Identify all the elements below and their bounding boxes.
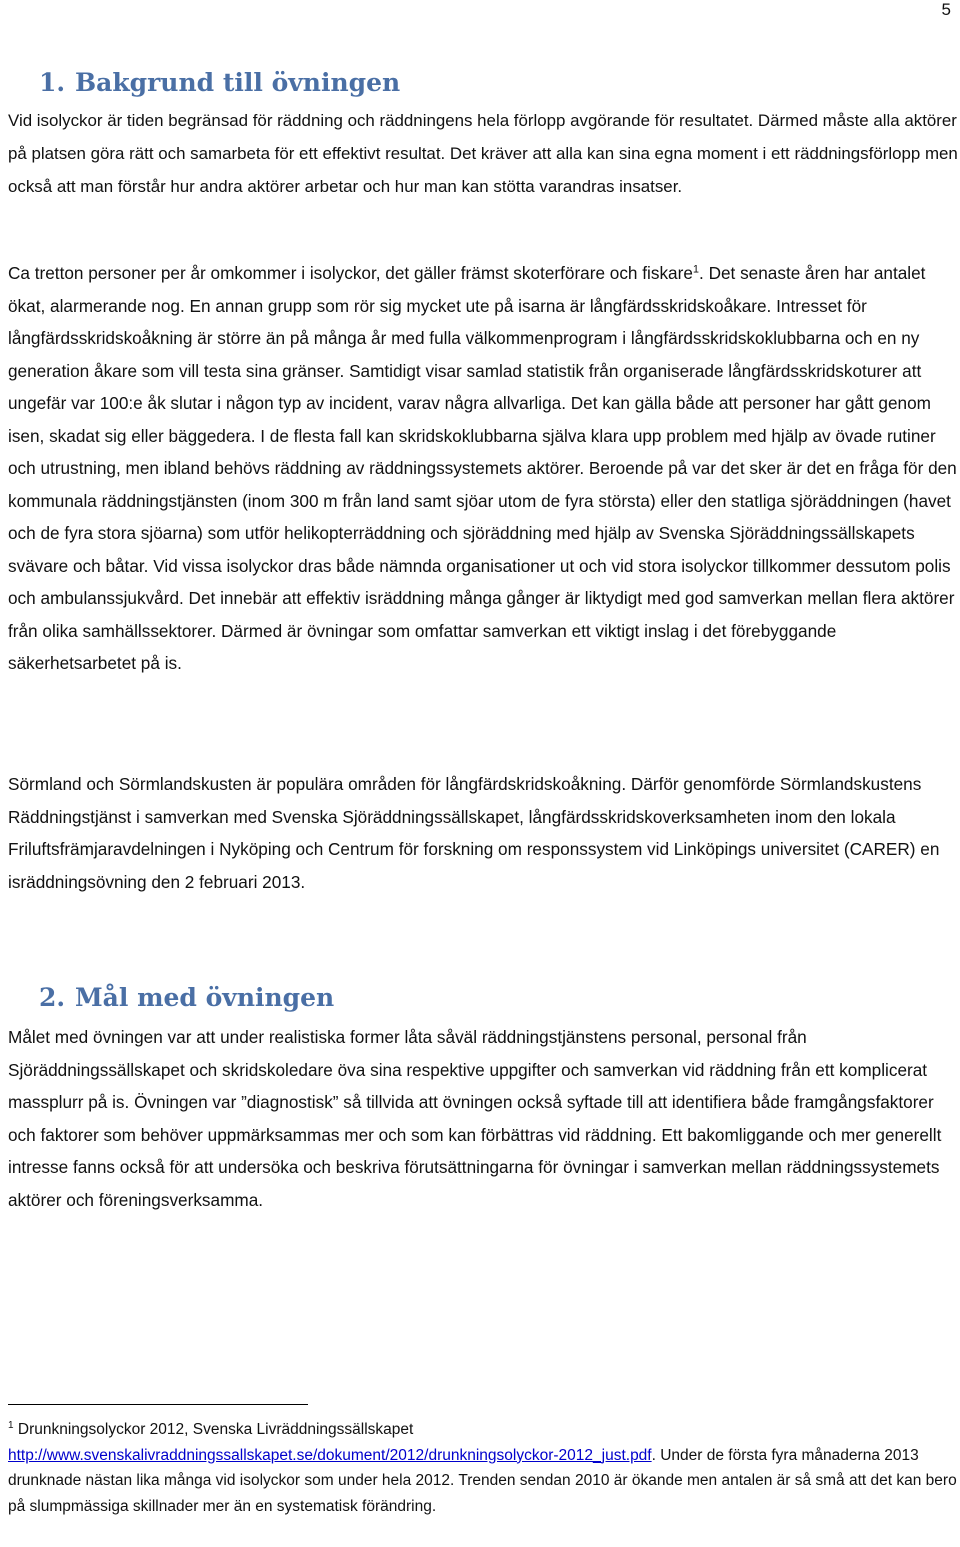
section-1-heading [8,68,400,97]
footnote-text: . Under de första fyra månaderna 2013 drunknade nästan lika många vid isolyckor som under hela 2012. Trenden sendan 2010 är ökande men antalen är så små att det kan bero på slumpmässiga skillnader mer än en systematisk förändring. [8,1446,957,1515]
footnote-separator [8,1404,308,1405]
section-1-paragraph-1: Vid isolyckor är tiden begränsad för räddning och räddningens hela förlopp avgörande för resultatet. Därmed måste alla aktörer på platsen göra rätt och samarbeta för ett effektivt resultat. Det kräver att alla kan sina egna moment i ett räddningsförlopp men också att man förstår hur andra aktörer arbetar och hur man kan stötta varandras insatser. [8,111,958,196]
section-2-title: Mål med övningen [75,983,335,1012]
footnote-reference: 1 [692,263,700,276]
section-2-heading [8,983,334,1012]
footnote-marker: 1 [8,1419,14,1431]
section-2-number: 2. [39,983,66,1012]
paragraph-2-text-start: Ca tretton personer per år omkommer i isolyckor, det gäller främst skoterförare och fiskare [8,263,693,283]
footnote-source: Drunkningsolyckor 2012, Svenska Livräddningssällskapet [13,1421,414,1438]
footnote-link[interactable]: http://www.svenskalivraddningssallskapet.se/dokument/2012/drunkningsolyckor-2012_just.pdf [8,1446,652,1464]
section-1-number: 1. [39,68,66,97]
footnote [8,1417,958,1519]
section-1-paragraph-3: Sörmland och Sörmlandskusten är populära områden för långfärdskridskoåkning. Därför genomförde Sörmlandskustens Räddningstjänst i samverkan med Svenska Sjöräddningssällskapet, långfärdsskridskoverksamheten inom den lokala Friluftsfrämjaravdelningen i Nyköping och Centrum för forskning om responssystem vid Linköpings universitet (CARER) en isräddningsövning den 2 februari 2013. [8,774,940,892]
section-1-title: Bakgrund till övningen [75,68,401,97]
section-1-paragraph-2 [8,257,958,680]
page-number: 5 [941,0,951,19]
paragraph-2-text-rest: . Det senaste åren har antalet ökat, alarmerande nog. En annan grupp som rör sig mycket ute på isarna är långfärdsskridskoåkare. Intresset för långfärdsskridskoåkning är större än på många år med fulla välkommenprogram i långfärdsskridskoklubbarna och en ny generation åkare som vill testa sina gränser. Samtidigt visar samlad statistik från organiserade långfärdsskridskoturer att ungefär var 100:e åk slutar i någon typ av incident, varav några allvarliga. Det kan gälla både att personer har gått genom isen, skadat sig eller bäggedera. I de flesta fall kan skridskoklubbarna själva klara upp problem med hjälp av övade rutiner och utrustning, men ibland behövs räddning av räddningssystemets aktörer. Beroende på var det sker är det en fråga för den kommunala räddningstjänsten (inom 300 m från land samt sjöar utom de fyra största) eller den statliga sjöräddningen (havet och de fyra stora sjöarna) som utför helikopterräddning och sjöräddning med hjälp av Svenska Sjöräddningssällskapets svävare och båtar. Vid vissa isolyckor dras både nämnda organisationer ut och vid stora isolyckor tillkommer dessutom polis och ambulanssjukvård. Det innebär att effektiv isräddning många gånger är liktydigt med god samverkan mellan flera aktörer från olika samhällssektorer. Därmed är övningar som omfattar samverkan ett viktigt inslag i det förebyggande säkerhetsarbetet på is. [8,263,957,673]
section-2-paragraph-1: Målet med övningen var att under realistiska former låta såväl räddningstjänstens personal, personal från Sjöräddningssällskapet och skridskoledare öva sina respektive uppgifter och samverkan vid räddning från ett komplicerat massplurr på is. Övningen var ”diagnostisk” så tillvida att övningen också syftade till att identifiera både framgångsfaktorer och faktorer som behöver uppmärksammas mer och som kan förbättras vid räddning. Ett bakomliggande och mer generellt intresse fanns också för att undersöka och beskriva förutsättningarna för övningar i samverkan mellan räddningssystemets aktörer och föreningsverksamma. [8,1027,942,1210]
